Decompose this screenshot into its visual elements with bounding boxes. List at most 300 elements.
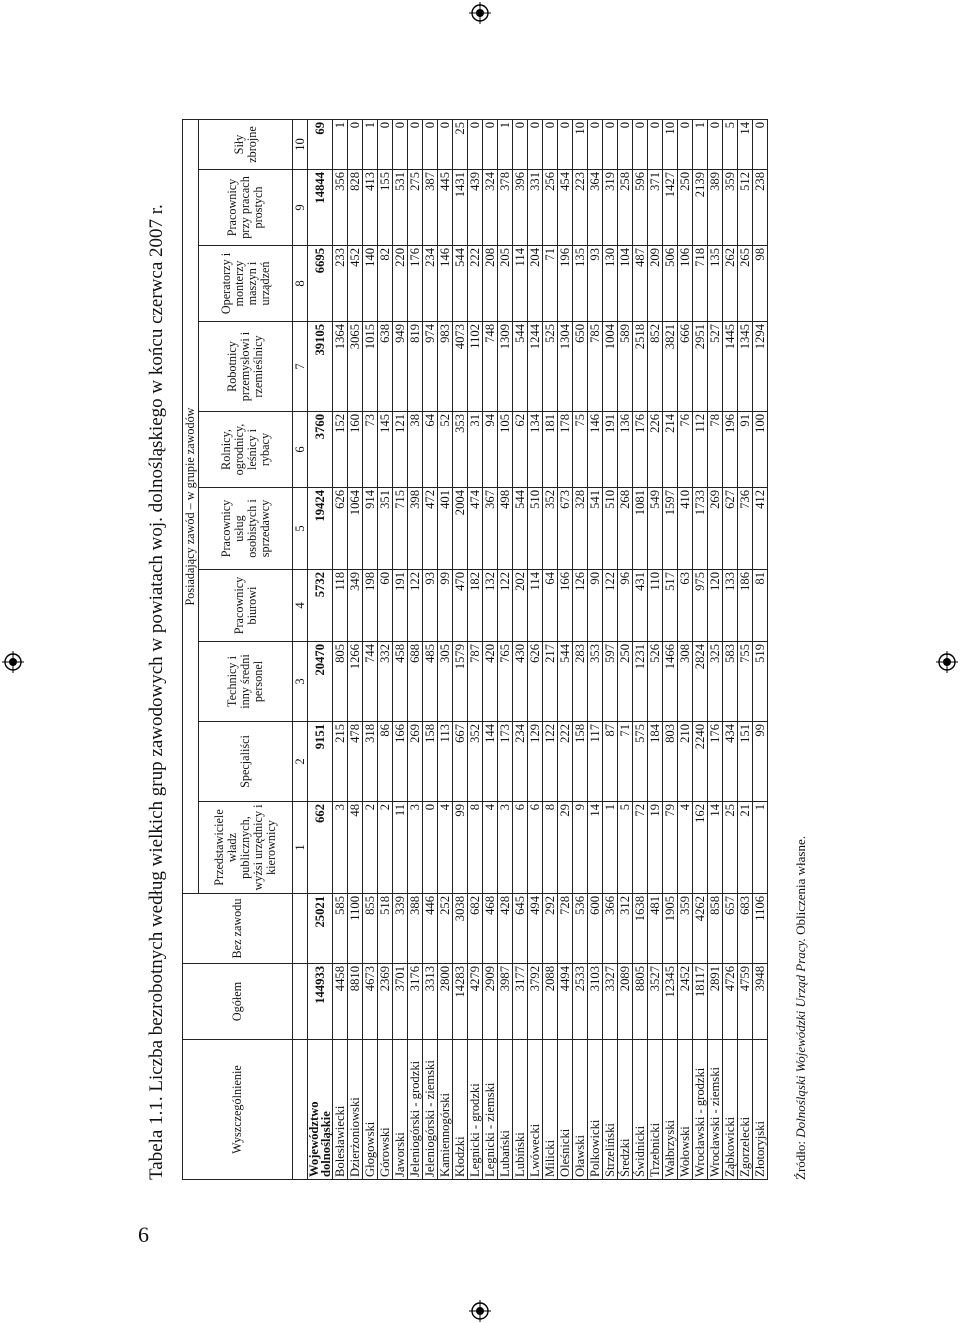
row-region-name: Jeleniogórski - grodzki [408,1040,423,1180]
row-value-cell: 1345 [738,322,753,412]
row-value-cell: 25 [453,120,468,170]
row-value-cell: 112 [693,412,708,488]
row-value-cell: 4458 [333,964,348,1040]
table-row [618,120,633,1180]
row-value-cell: 445 [438,170,453,246]
row-value-cell: 122 [498,570,513,642]
row-value-cell: 1733 [693,488,708,570]
row-value-cell: 31 [468,412,483,488]
table-row [483,120,498,1180]
total-cell: 14844 [308,170,333,246]
row-value-cell: 472 [423,488,438,570]
row-value-cell: 0 [378,120,393,170]
row-value-cell: 0 [348,120,363,170]
row-value-cell: 412 [753,488,768,570]
row-value-cell: 2139 [693,170,708,246]
row-value-cell: 144 [483,722,498,802]
total-cell: 9151 [308,722,333,802]
row-value-cell: 122 [603,570,618,642]
group-number: 1 [293,802,308,894]
row-value-cell: 2004 [453,488,468,570]
row-value-cell: 105 [498,412,513,488]
total-cell: 662 [308,802,333,894]
row-value-cell: 325 [708,642,723,722]
header-group-3: Technicy i inny średni personel [199,642,293,722]
row-value-cell: 52 [438,412,453,488]
row-value-cell: 364 [588,170,603,246]
row-value-cell: 498 [498,488,513,570]
row-value-cell: 536 [573,894,588,964]
row-value-cell: 2518 [633,322,648,412]
row-value-cell: 93 [588,246,603,322]
row-value-cell: 359 [723,170,738,246]
row-value-cell: 146 [588,412,603,488]
row-value-cell: 265 [738,246,753,322]
row-value-cell: 359 [678,894,693,964]
row-value-cell: 208 [483,246,498,322]
row-value-cell: 226 [648,412,663,488]
group-number: 9 [293,170,308,246]
row-value-cell: 0 [648,120,663,170]
group-number: 8 [293,246,308,322]
row-value-cell: 666 [678,322,693,412]
row-value-cell: 38 [408,412,423,488]
row-value-cell: 283 [573,642,588,722]
row-region-name: Świdnicki [633,1040,648,1180]
row-value-cell: 353 [588,642,603,722]
row-value-cell: 324 [483,170,498,246]
row-value-cell: 4073 [453,322,468,412]
row-value-cell: 744 [363,642,378,722]
row-value-cell: 160 [348,412,363,488]
row-value-cell: 667 [453,722,468,802]
row-value-cell: 748 [483,322,498,412]
row-region-name: Lwówecki [528,1040,543,1180]
row-value-cell: 63 [678,570,693,642]
row-value-cell: 4673 [363,964,378,1040]
row-region-name: Oławski [573,1040,588,1180]
row-value-cell: 3313 [423,964,438,1040]
row-value-cell: 79 [663,802,678,894]
rotated-table-page [146,60,826,1180]
row-value-cell: 585 [333,894,348,964]
row-value-cell: 158 [423,722,438,802]
row-value-cell: 2909 [483,964,498,1040]
group-number: 3 [293,642,308,722]
row-value-cell: 72 [633,802,648,894]
row-value-cell: 202 [513,570,528,642]
row-value-cell: 252 [438,894,453,964]
header-no-profession: Bez zawodu [183,894,293,964]
row-value-cell: 803 [663,722,678,802]
row-value-cell: 481 [648,894,663,964]
group-number: 2 [293,722,308,802]
row-value-cell: 48 [348,802,363,894]
row-value-cell: 1266 [348,642,363,722]
row-value-cell: 0 [513,120,528,170]
header-group-9: Pracownicy przy pracach prostych [199,170,293,246]
row-value-cell: 99 [753,722,768,802]
row-value-cell: 184 [648,722,663,802]
row-value-cell: 120 [708,570,723,642]
row-value-cell: 104 [618,246,633,322]
row-value-cell: 468 [483,894,498,964]
table-row [378,120,393,1180]
row-value-cell: 650 [573,322,588,412]
table-row [693,120,708,1180]
row-value-cell: 196 [558,246,573,322]
row-value-cell: 1364 [333,322,348,412]
row-value-cell: 8 [543,802,558,894]
total-label-line1: Województwo [307,1101,321,1177]
group-number: 6 [293,412,308,488]
table-title: Tabela 1.1. Liczba bezrobotnych według wielkich grup zawodowych w powiatach woj. dolnośląskiego w końcu czerwca 2007 r. [146,204,167,1180]
row-value-cell: 82 [378,246,393,322]
table-row [573,120,588,1180]
row-value-cell: 71 [543,246,558,322]
row-value-cell: 222 [558,722,573,802]
table-row [513,120,528,1180]
row-value-cell: 64 [423,412,438,488]
row-value-cell: 525 [543,322,558,412]
row-value-cell: 3103 [588,964,603,1040]
row-value-cell: 434 [723,722,738,802]
total-cell: 3760 [308,412,333,488]
row-value-cell: 205 [498,246,513,322]
total-cell: 20470 [308,642,333,722]
row-value-cell: 1294 [753,322,768,412]
table-row [498,120,513,1180]
row-value-cell: 3177 [513,964,528,1040]
registration-mark-icon [936,651,958,673]
row-value-cell: 1102 [468,322,483,412]
row-value-cell: 6 [513,802,528,894]
row-value-cell: 1 [753,802,768,894]
row-value-cell: 544 [513,322,528,412]
row-value-cell: 787 [468,642,483,722]
row-value-cell: 688 [408,642,423,722]
row-value-cell: 736 [738,488,753,570]
row-value-cell: 262 [723,246,738,322]
row-value-cell: 589 [618,322,633,412]
row-value-cell: 140 [363,246,378,322]
row-value-cell: 3821 [663,322,678,412]
row-value-cell: 626 [333,488,348,570]
table-row [438,120,453,1180]
registration-mark-icon [469,2,491,24]
header-group-span: Posiadający zawód – w grupie zawodów [183,120,199,894]
row-value-cell: 238 [753,170,768,246]
row-value-cell: 151 [738,722,753,802]
row-value-cell: 3792 [528,964,543,1040]
table-row [738,120,753,1180]
row-value-cell: 485 [423,642,438,722]
row-value-cell: 3 [408,802,423,894]
group-number: 7 [293,322,308,412]
row-value-cell: 96 [618,570,633,642]
row-value-cell: 396 [513,170,528,246]
table-body [333,120,768,1180]
row-value-cell: 11 [393,802,408,894]
row-value-cell: 1 [363,120,378,170]
row-value-cell: 1081 [633,488,648,570]
row-region-name: Milicki [543,1040,558,1180]
source-note [793,836,809,1180]
row-value-cell: 121 [393,412,408,488]
row-value-cell: 638 [378,322,393,412]
row-value-cell: 1304 [558,322,573,412]
row-value-cell: 9 [573,802,588,894]
row-value-cell: 855 [363,894,378,964]
row-value-cell: 518 [378,894,393,964]
row-region-name: Górowski [378,1040,393,1180]
row-value-cell: 2 [378,802,393,894]
row-value-cell: 3 [498,802,513,894]
total-cell: 144933 [308,964,333,1040]
row-value-cell: 25 [723,802,738,894]
row-value-cell: 512 [738,170,753,246]
row-value-cell: 4262 [693,894,708,964]
row-value-cell: 0 [543,120,558,170]
table-row [468,120,483,1180]
table-row [663,120,678,1180]
row-value-cell: 14 [588,802,603,894]
row-value-cell: 3527 [648,964,663,1040]
row-value-cell: 62 [513,412,528,488]
row-region-name: Głogowski [363,1040,378,1180]
header-group-8: Operatorzy i monterzy maszyn i urządzeń [199,246,293,322]
row-value-cell: 4279 [468,964,483,1040]
total-row [308,120,333,1180]
row-value-cell: 1579 [453,642,468,722]
table-row [648,120,663,1180]
row-value-cell: 93 [423,570,438,642]
row-value-cell: 209 [648,246,663,322]
row-region-name: Kłodzki [453,1040,468,1180]
row-value-cell: 2533 [573,964,588,1040]
row-value-cell: 29 [558,802,573,894]
row-value-cell: 765 [498,642,513,722]
row-value-cell: 10 [663,120,678,170]
row-value-cell: 0 [618,120,633,170]
row-value-cell: 510 [528,488,543,570]
row-value-cell: 182 [468,570,483,642]
row-value-cell: 117 [588,722,603,802]
row-value-cell: 549 [648,488,663,570]
row-value-cell: 1466 [663,642,678,722]
row-value-cell: 1106 [753,894,768,964]
row-value-cell: 755 [738,642,753,722]
row-value-cell: 4726 [723,964,738,1040]
row-value-cell: 583 [723,642,738,722]
total-label-line2: dolnośląskie [319,1111,333,1177]
header-region: Wyszczególnienie [183,1040,293,1180]
row-value-cell: 99 [453,802,468,894]
header-group-4: Pracownicy biurowi [199,570,293,642]
row-value-cell: 983 [438,322,453,412]
table-row [708,120,723,1180]
row-value-cell: 2240 [693,722,708,802]
row-value-cell: 339 [393,894,408,964]
row-value-cell: 71 [618,722,633,802]
row-value-cell: 487 [633,246,648,322]
row-value-cell: 332 [378,642,393,722]
row-region-name: Dzierżoniowski [348,1040,363,1180]
row-value-cell: 178 [558,412,573,488]
row-value-cell: 81 [753,570,768,642]
row-region-name: Trzebnicki [648,1040,663,1180]
row-value-cell: 90 [588,570,603,642]
row-value-cell: 353 [453,412,468,488]
row-value-cell: 3327 [603,964,618,1040]
row-value-cell: 0 [408,120,423,170]
row-value-cell: 75 [573,412,588,488]
row-value-cell: 3987 [498,964,513,1040]
row-value-cell: 1 [693,120,708,170]
row-value-cell: 217 [543,642,558,722]
row-value-cell: 215 [333,722,348,802]
row-value-cell: 8805 [633,964,648,1040]
row-value-cell: 470 [453,570,468,642]
row-value-cell: 0 [423,802,438,894]
row-value-cell: 519 [753,642,768,722]
row-value-cell: 1431 [453,170,468,246]
row-value-cell: 319 [603,170,618,246]
row-value-cell: 349 [348,570,363,642]
row-value-cell: 21 [738,802,753,894]
table-row [408,120,423,1180]
row-value-cell: 544 [513,488,528,570]
row-region-name: Oleśnicki [558,1040,573,1180]
row-value-cell: 506 [663,246,678,322]
table-row [543,120,558,1180]
row-value-cell: 233 [333,246,348,322]
row-value-cell: 4494 [558,964,573,1040]
row-value-cell: 682 [468,894,483,964]
row-value-cell: 410 [678,488,693,570]
row-value-cell: 118 [333,570,348,642]
table-row [423,120,438,1180]
row-value-cell: 526 [648,642,663,722]
row-value-cell: 6 [528,802,543,894]
row-value-cell: 527 [708,322,723,412]
row-value-cell: 0 [558,120,573,170]
row-value-cell: 0 [483,120,498,170]
row-value-cell: 0 [588,120,603,170]
row-value-cell: 541 [588,488,603,570]
row-value-cell: 430 [513,642,528,722]
row-value-cell: 1100 [348,894,363,964]
table-row [528,120,543,1180]
row-value-cell: 387 [423,170,438,246]
row-value-cell: 98 [753,246,768,322]
row-value-cell: 3948 [753,964,768,1040]
source-prefix: Źródło: [793,1137,808,1180]
row-region-name: Polkowicki [588,1040,603,1180]
row-value-cell: 2800 [438,964,453,1040]
row-region-name: Kamiennogórski [438,1040,453,1180]
row-value-cell: 3 [333,802,348,894]
row-value-cell: 398 [408,488,423,570]
row-value-cell: 0 [753,120,768,170]
row-value-cell: 91 [738,412,753,488]
row-value-cell: 3701 [393,964,408,1040]
row-region-name: Wrocławski - grodzki [693,1040,708,1180]
row-value-cell: 122 [408,570,423,642]
row-value-cell: 4 [438,802,453,894]
row-value-cell: 223 [573,170,588,246]
row-value-cell: 0 [633,120,648,170]
row-value-cell: 292 [543,894,558,964]
row-value-cell: 114 [528,570,543,642]
row-value-cell: 446 [423,894,438,964]
row-value-cell: 531 [393,170,408,246]
row-value-cell: 1309 [498,322,513,412]
row-value-cell: 126 [573,570,588,642]
row-value-cell: 328 [573,488,588,570]
row-region-name: Lubiński [513,1040,528,1180]
row-value-cell: 122 [543,722,558,802]
row-value-cell: 1445 [723,322,738,412]
row-value-cell: 308 [678,642,693,722]
group-number: 10 [293,120,308,170]
row-value-cell: 305 [438,642,453,722]
row-value-cell: 5 [618,802,633,894]
row-value-cell: 196 [723,412,738,488]
row-value-cell: 318 [363,722,378,802]
row-value-cell: 371 [648,170,663,246]
row-value-cell: 544 [453,246,468,322]
total-cell: 25021 [308,894,333,964]
row-value-cell: 176 [408,246,423,322]
row-value-cell: 14283 [453,964,468,1040]
row-value-cell: 1 [603,802,618,894]
row-value-cell: 975 [693,570,708,642]
source-italic: Dolnośląski Wojewódzki Urząd Pracy. [793,938,808,1138]
row-value-cell: 2891 [708,964,723,1040]
row-value-cell: 715 [393,488,408,570]
row-region-name: Wrocławski - ziemski [708,1040,723,1180]
row-value-cell: 413 [363,170,378,246]
table-row [333,120,348,1180]
row-value-cell: 914 [363,488,378,570]
row-value-cell: 510 [603,488,618,570]
table-row [633,120,648,1180]
row-value-cell: 18117 [693,964,708,1040]
row-region-name: Ząbkowicki [723,1040,738,1180]
row-value-cell: 1 [498,120,513,170]
row-value-cell: 4 [678,802,693,894]
row-value-cell: 974 [423,322,438,412]
table-row [678,120,693,1180]
row-value-cell: 162 [693,802,708,894]
row-value-cell: 331 [528,170,543,246]
row-value-cell: 186 [738,570,753,642]
row-value-cell: 4759 [738,964,753,1040]
header-group-5: Pracownicy usług osobistych i sprzedawcy [199,488,293,570]
row-region-name: Wołowski [678,1040,693,1180]
row-value-cell: 600 [588,894,603,964]
table-row [558,120,573,1180]
table-row [723,120,738,1180]
row-region-name: Legnicki - grodzki [468,1040,483,1180]
row-value-cell: 14 [708,802,723,894]
table-row [393,120,408,1180]
row-value-cell: 1905 [663,894,678,964]
row-value-cell: 401 [438,488,453,570]
row-value-cell: 158 [573,722,588,802]
group-number: 4 [293,570,308,642]
